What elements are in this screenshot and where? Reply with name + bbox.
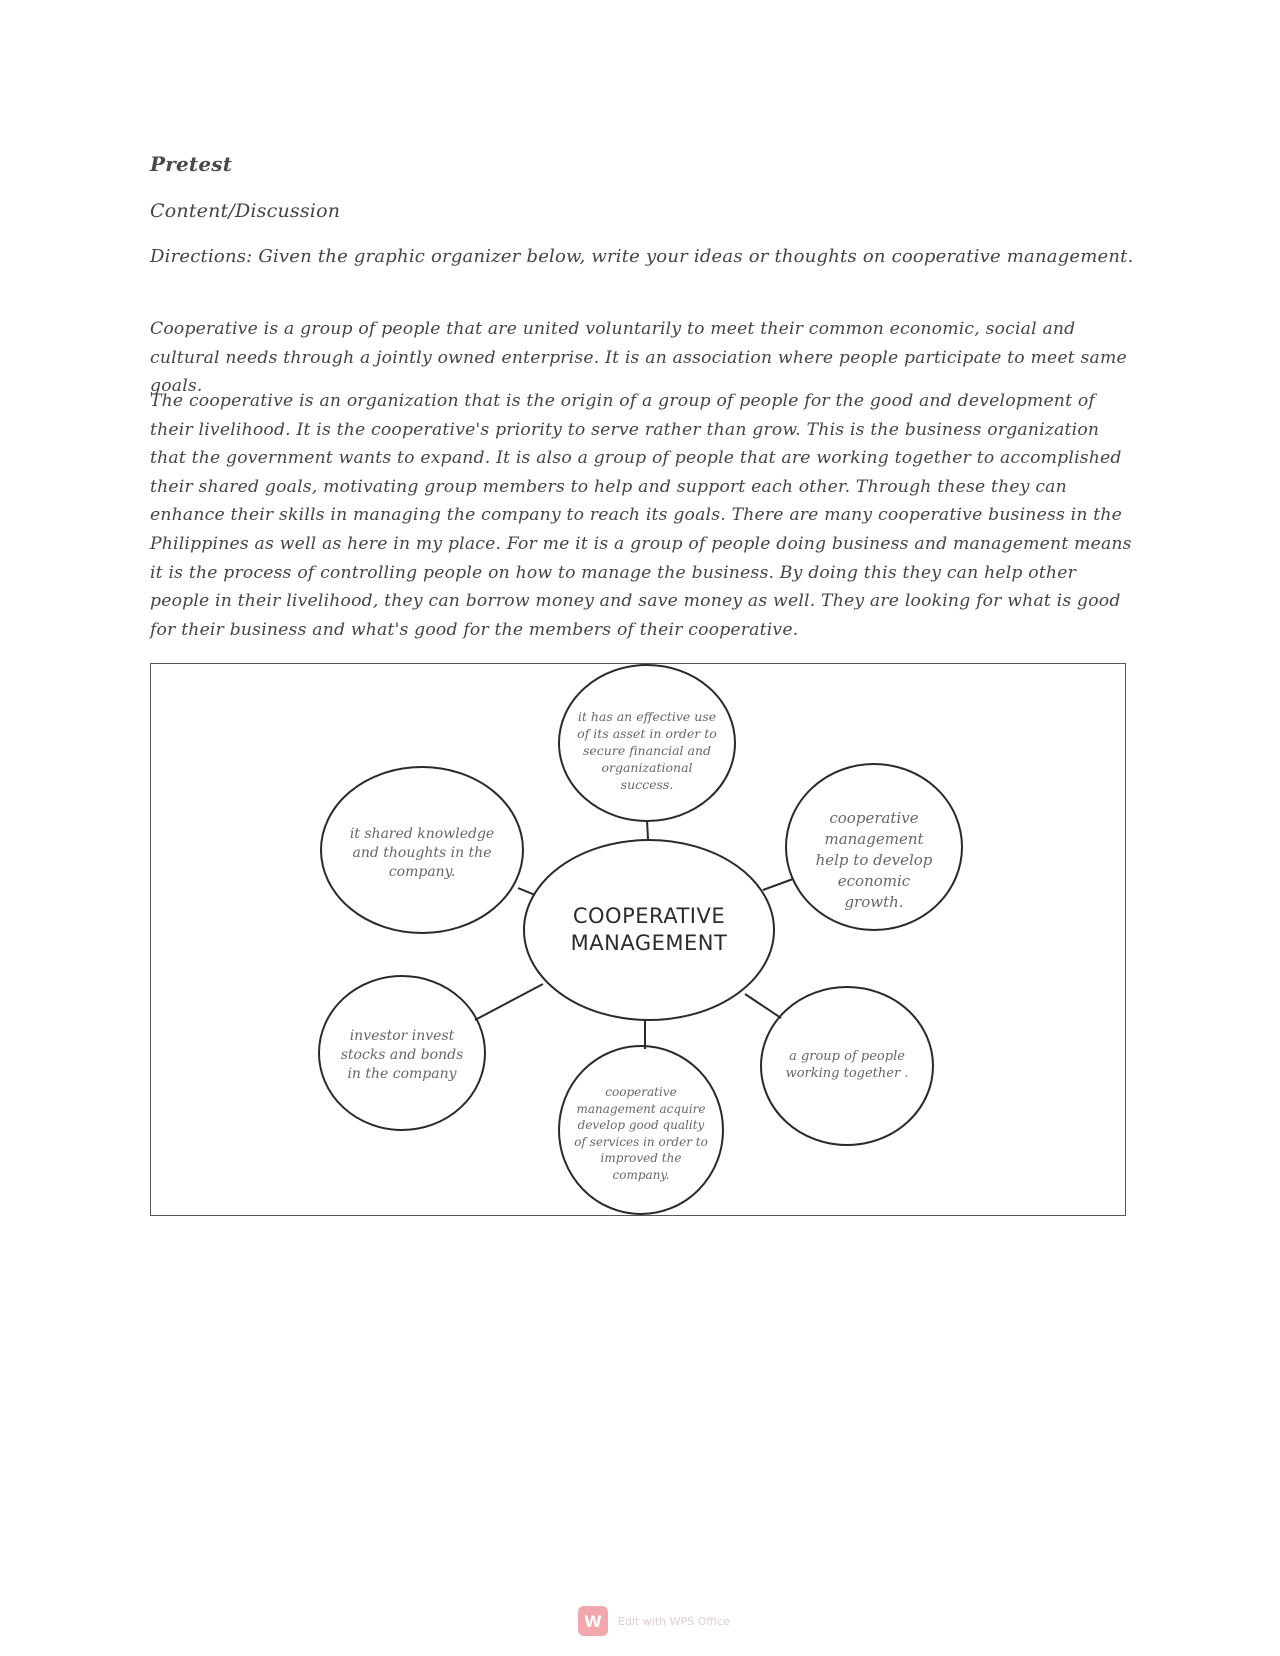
wps-logo-icon: W xyxy=(578,1606,608,1636)
graphic-organizer xyxy=(150,663,1126,1216)
node-text-bottom: cooperative management acquire develop good quality of services in order to improved the company. xyxy=(574,1085,708,1182)
node-text-top: it has an effective use of its asset in order to secure financial and organizational success. xyxy=(577,709,717,792)
heading-content-discussion: Content/Discussion xyxy=(150,200,341,222)
connector-upper-right xyxy=(763,879,793,890)
wps-watermark xyxy=(578,1606,730,1636)
node-text-upper-left: it shared knowledge and thoughts in the company. xyxy=(349,826,495,880)
node-text-upper-right: cooperative management help to develop economic growth. xyxy=(815,809,933,911)
paragraph-discussion: The cooperative is an organization that is the origin of a group of people for the good and development of their livelihood. It is the cooperative's priority to serve rather than grow. This is the business organization that the government wants to expand. It is also a group of people that are working together to accomplished their shared goals, motivating group members to help and support each other. Through these they can enhance their skills in managing the company to reach its goals. There are many cooperative business in the Philippines as well as here in my place. For me it is a group of people doing business and management means it is the process of controlling people on how to manage the business. By doing this they can help other people in their livelihood, they can borrow money and save money as well. They are looking for what is good for their business and what's good for the members of their cooperative. xyxy=(150,391,1132,640)
directions-text: Directions: Given the graphic organizer below, write your ideas or thoughts on cooperative management. xyxy=(150,246,1134,267)
connector-upper-left xyxy=(518,888,535,895)
paragraph-definition: Cooperative is a group of people that are united voluntarily to meet their common economic, social and cultural needs through a jointly owned enterprise. It is an association where people participate to meet same goals. xyxy=(150,319,1127,397)
watermark-text: Edit with WPS Office xyxy=(618,1614,730,1628)
heading-pretest: Pretest xyxy=(150,152,233,176)
node-text-lower-right: a group of people working together . xyxy=(785,1049,909,1081)
connector-lower-left xyxy=(475,984,543,1020)
node-text-lower-left: investor invest stocks and bonds in the company xyxy=(340,1028,464,1082)
connector-top xyxy=(647,820,648,839)
connector-lower-right xyxy=(745,994,781,1018)
center-label: COOPERATIVE MANAGEMENT xyxy=(570,904,728,955)
